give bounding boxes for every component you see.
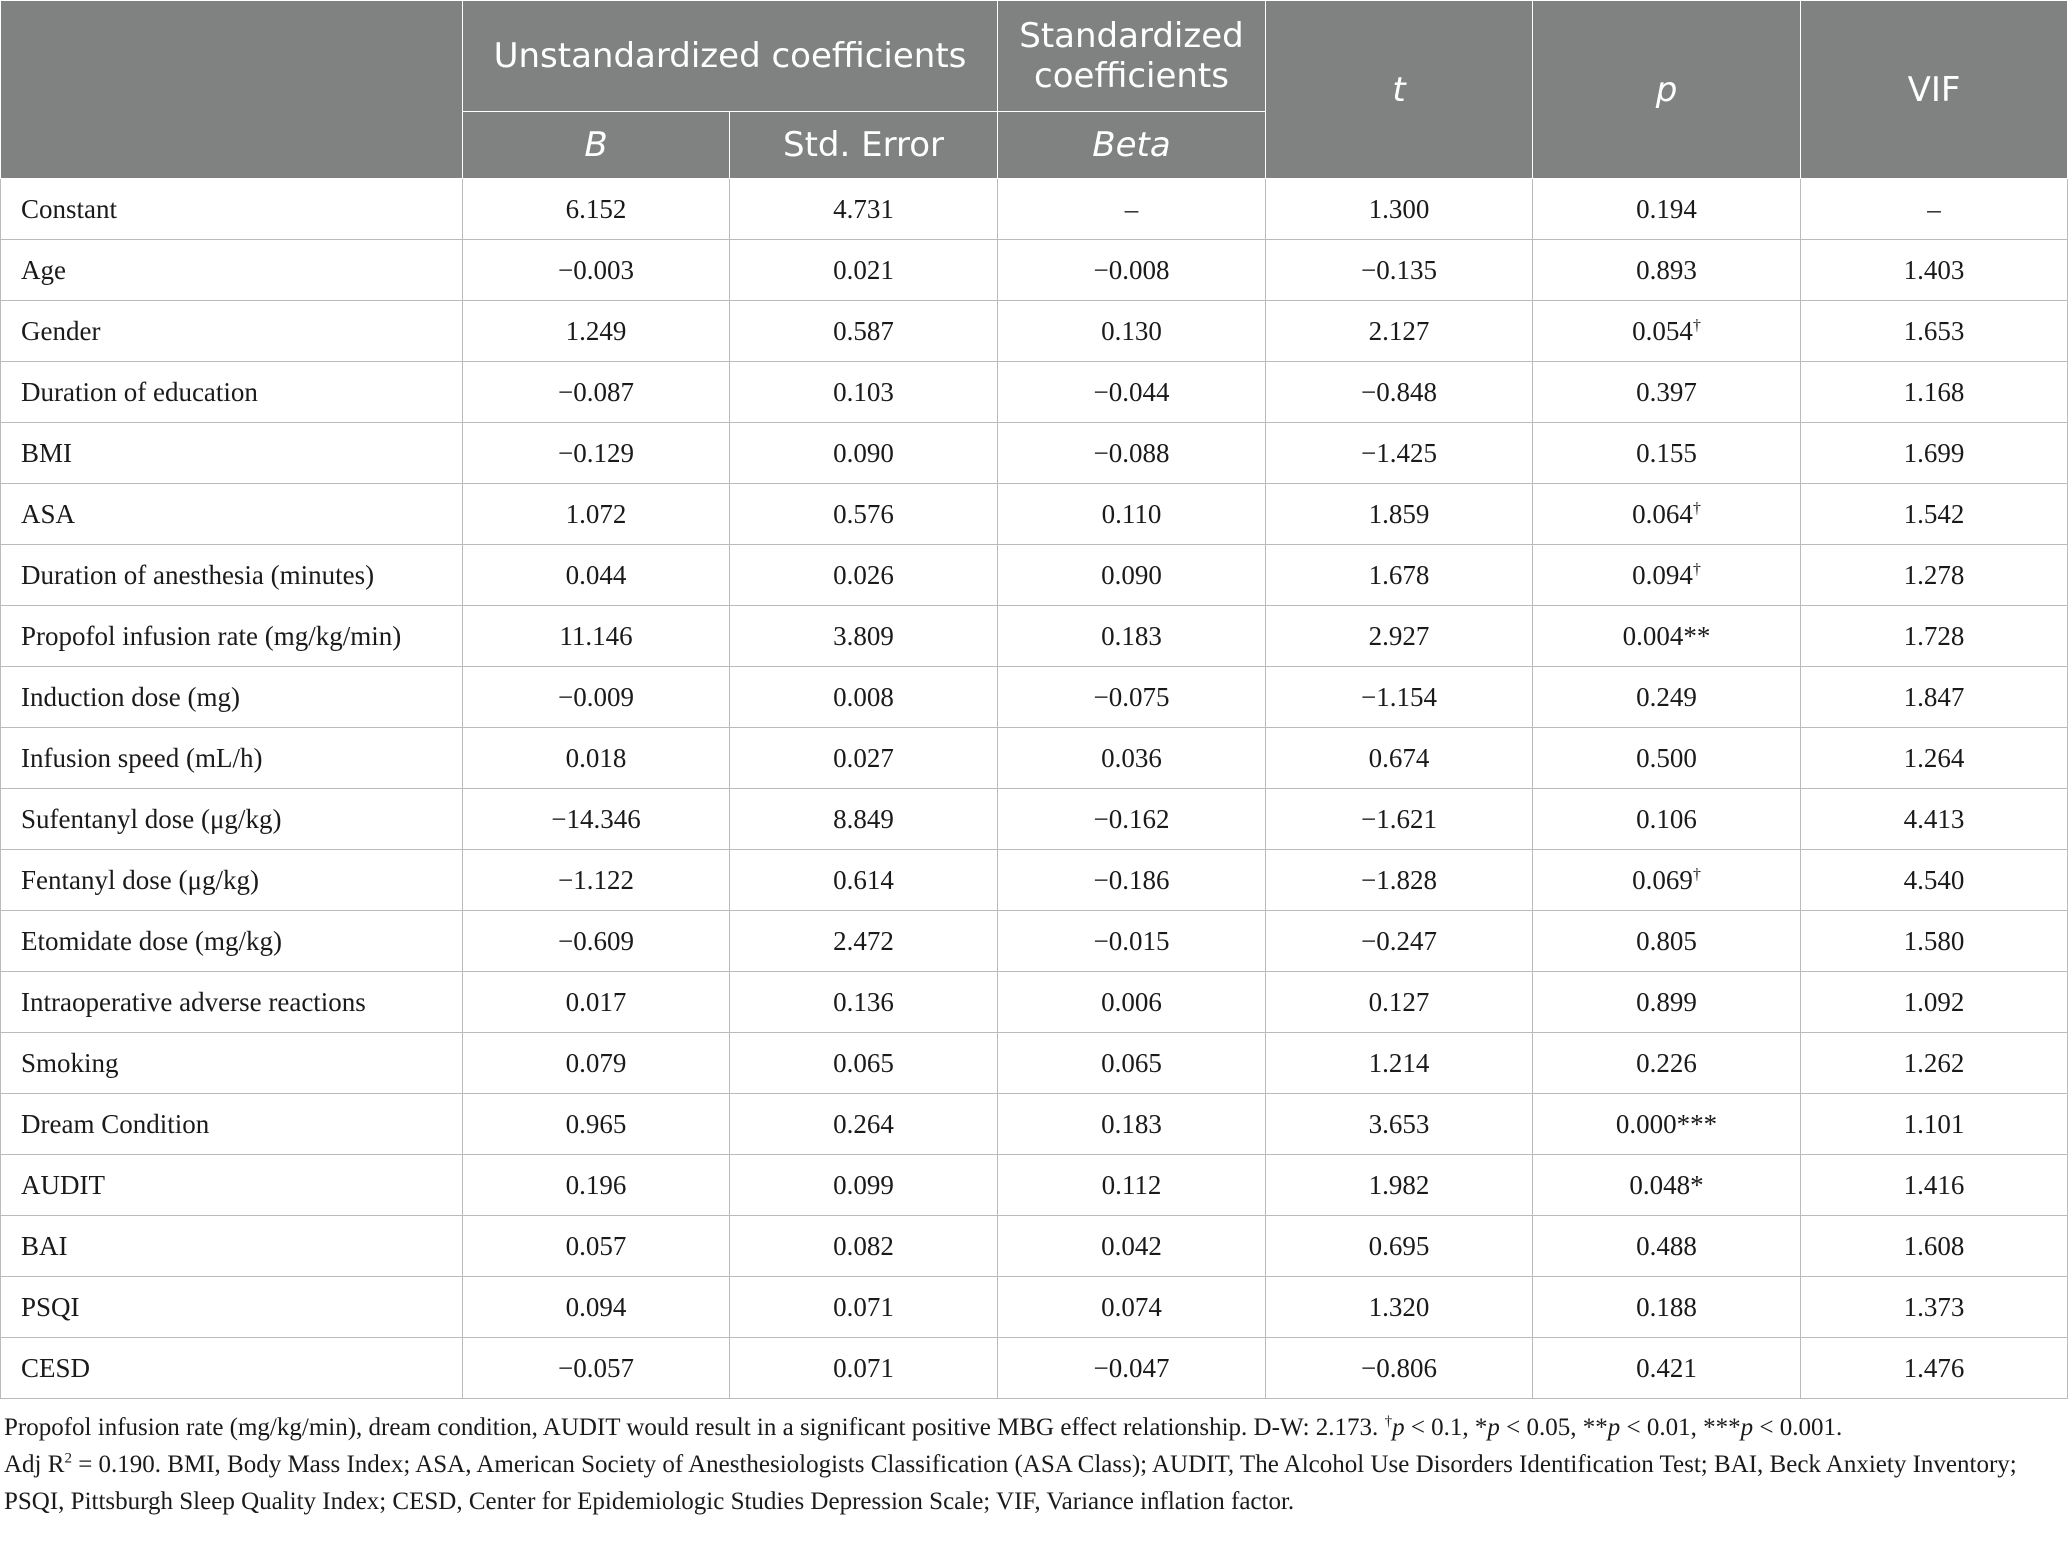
t-value: −0.135	[1266, 240, 1533, 301]
beta-value: 0.042	[998, 1216, 1266, 1277]
std-error-value: 4.731	[730, 179, 998, 240]
table-row	[1, 972, 2068, 1033]
header-standardized: Standardized coefficients	[998, 1, 1266, 112]
beta-value: −0.047	[998, 1338, 1266, 1399]
table-row	[1, 1155, 2068, 1216]
p-value-text: 0.421	[1636, 1352, 1697, 1383]
std-error-value: 3.809	[730, 606, 998, 667]
table-row	[1, 789, 2068, 850]
t-value: 1.678	[1266, 545, 1533, 606]
table-body	[1, 179, 2068, 1399]
vif-value: 4.540	[1801, 850, 2068, 911]
table-row	[1, 484, 2068, 545]
table-row	[1, 423, 2068, 484]
beta-value: −0.044	[998, 362, 1266, 423]
vif-value: 1.476	[1801, 1338, 2068, 1399]
table-row	[1, 1277, 2068, 1338]
t-value: 1.320	[1266, 1277, 1533, 1338]
table-row	[1, 728, 2068, 789]
b-value: −1.122	[463, 850, 730, 911]
std-error-value: 2.472	[730, 911, 998, 972]
std-error-value: 0.576	[730, 484, 998, 545]
p-value-text: 0.106	[1636, 803, 1697, 834]
vif-value: 1.608	[1801, 1216, 2068, 1277]
t-value: 1.982	[1266, 1155, 1533, 1216]
b-value: −14.346	[463, 789, 730, 850]
p-value-text: 0.048*	[1629, 1169, 1704, 1200]
p-value-text: 0.054	[1632, 315, 1693, 346]
p-value	[1533, 1155, 1801, 1216]
std-error-value: 0.264	[730, 1094, 998, 1155]
p-value	[1533, 1338, 1801, 1399]
p-value	[1533, 1216, 1801, 1277]
variable-label: Age	[1, 240, 463, 301]
header-empty-cell	[1, 1, 463, 179]
p-value-text: 0.899	[1636, 986, 1697, 1017]
p-value-text: 0.155	[1636, 437, 1697, 468]
b-value: −0.003	[463, 240, 730, 301]
table-row	[1, 1338, 2068, 1399]
table-footnote	[0, 1409, 2044, 1520]
b-value: 0.057	[463, 1216, 730, 1277]
std-error-value: 0.587	[730, 301, 998, 362]
p-value	[1533, 362, 1801, 423]
p-value	[1533, 240, 1801, 301]
variable-label: Etomidate dose (mg/kg)	[1, 911, 463, 972]
vif-value: 1.580	[1801, 911, 2068, 972]
beta-value: 0.110	[998, 484, 1266, 545]
std-error-value: 0.027	[730, 728, 998, 789]
p-value	[1533, 789, 1801, 850]
b-value: 0.018	[463, 728, 730, 789]
beta-value: −0.162	[998, 789, 1266, 850]
t-value: −1.425	[1266, 423, 1533, 484]
p-value	[1533, 484, 1801, 545]
beta-value: 0.074	[998, 1277, 1266, 1338]
p-value	[1533, 850, 1801, 911]
t-value: 2.127	[1266, 301, 1533, 362]
vif-value: 1.278	[1801, 545, 2068, 606]
variable-label: Constant	[1, 179, 463, 240]
b-value: −0.057	[463, 1338, 730, 1399]
vif-value: 1.416	[1801, 1155, 2068, 1216]
beta-value: −0.186	[998, 850, 1266, 911]
b-value: 11.146	[463, 606, 730, 667]
beta-value: –	[998, 179, 1266, 240]
p-value	[1533, 1277, 1801, 1338]
variable-label: Duration of anesthesia (minutes)	[1, 545, 463, 606]
variable-label: BAI	[1, 1216, 463, 1277]
variable-label: Sufentanyl dose (μg/kg)	[1, 789, 463, 850]
vif-value: 1.092	[1801, 972, 2068, 1033]
t-value: −1.154	[1266, 667, 1533, 728]
variable-label: Intraoperative adverse reactions	[1, 972, 463, 1033]
t-value: 1.300	[1266, 179, 1533, 240]
vif-value: –	[1801, 179, 2068, 240]
std-error-value: 0.026	[730, 545, 998, 606]
vif-value: 1.403	[1801, 240, 2068, 301]
t-value: −0.848	[1266, 362, 1533, 423]
p-value-text: 0.094	[1632, 559, 1693, 590]
p-value	[1533, 606, 1801, 667]
p-value-marker: †	[1692, 559, 1701, 578]
table-row	[1, 240, 2068, 301]
b-value: −0.087	[463, 362, 730, 423]
vif-value: 1.728	[1801, 606, 2068, 667]
t-value: 0.695	[1266, 1216, 1533, 1277]
header-b: B	[463, 112, 730, 179]
vif-value: 1.373	[1801, 1277, 2068, 1338]
header-beta: Beta	[998, 112, 1266, 179]
b-value: 0.196	[463, 1155, 730, 1216]
variable-label: CESD	[1, 1338, 463, 1399]
std-error-value: 0.021	[730, 240, 998, 301]
b-value: 0.965	[463, 1094, 730, 1155]
table-header	[1, 1, 2068, 179]
p-value	[1533, 423, 1801, 484]
variable-label: Duration of education	[1, 362, 463, 423]
beta-value: 0.036	[998, 728, 1266, 789]
p-value-text: 0.500	[1636, 742, 1697, 773]
vif-value: 1.542	[1801, 484, 2068, 545]
table-row	[1, 606, 2068, 667]
beta-value: −0.015	[998, 911, 1266, 972]
variable-label: AUDIT	[1, 1155, 463, 1216]
p-value	[1533, 911, 1801, 972]
vif-value: 1.262	[1801, 1033, 2068, 1094]
b-value: 0.044	[463, 545, 730, 606]
vif-value: 1.653	[1801, 301, 2068, 362]
variable-label: Fentanyl dose (μg/kg)	[1, 850, 463, 911]
p-value	[1533, 1094, 1801, 1155]
variable-label: Gender	[1, 301, 463, 362]
table-row	[1, 1094, 2068, 1155]
t-value: 0.127	[1266, 972, 1533, 1033]
vif-value: 1.847	[1801, 667, 2068, 728]
p-value-text: 0.397	[1636, 376, 1697, 407]
std-error-value: 0.082	[730, 1216, 998, 1277]
p-value	[1533, 1033, 1801, 1094]
b-value: −0.609	[463, 911, 730, 972]
beta-value: −0.075	[998, 667, 1266, 728]
b-value: −0.129	[463, 423, 730, 484]
header-unstandardized: Unstandardized coefficients	[463, 1, 998, 112]
b-value: 0.079	[463, 1033, 730, 1094]
std-error-value: 0.071	[730, 1277, 998, 1338]
t-value: 1.859	[1266, 484, 1533, 545]
std-error-value: 0.071	[730, 1338, 998, 1399]
footnote-line-1: Propofol infusion rate (mg/kg/min), dream condition, AUDIT would result in a significant positive MBG effect relationship. D-W: 2.173. †p < 0.1, *p < 0.05, **p < 0.01, ***p < 0.001.	[4, 1413, 1843, 1441]
p-value-text: 0.069	[1632, 864, 1693, 895]
b-value: 1.072	[463, 484, 730, 545]
std-error-value: 0.103	[730, 362, 998, 423]
std-error-value: 0.090	[730, 423, 998, 484]
t-value: −0.806	[1266, 1338, 1533, 1399]
variable-label: Induction dose (mg)	[1, 667, 463, 728]
t-value: −0.247	[1266, 911, 1533, 972]
table-row	[1, 1033, 2068, 1094]
vif-value: 1.168	[1801, 362, 2068, 423]
t-value: 2.927	[1266, 606, 1533, 667]
vif-value: 1.101	[1801, 1094, 2068, 1155]
p-value-marker: †	[1692, 864, 1701, 883]
t-value: −1.828	[1266, 850, 1533, 911]
b-value: 1.249	[463, 301, 730, 362]
table-row	[1, 667, 2068, 728]
p-value-text: 0.805	[1636, 925, 1697, 956]
std-error-value: 0.136	[730, 972, 998, 1033]
t-value: 3.653	[1266, 1094, 1533, 1155]
table-row	[1, 1216, 2068, 1277]
p-value-text: 0.064	[1632, 498, 1693, 529]
variable-label: Smoking	[1, 1033, 463, 1094]
beta-value: 0.130	[998, 301, 1266, 362]
p-value	[1533, 545, 1801, 606]
table-row	[1, 301, 2068, 362]
variable-label: Infusion speed (mL/h)	[1, 728, 463, 789]
variable-label: ASA	[1, 484, 463, 545]
p-value-text: 0.249	[1636, 681, 1697, 712]
b-value: 6.152	[463, 179, 730, 240]
beta-value: 0.112	[998, 1155, 1266, 1216]
std-error-value: 0.008	[730, 667, 998, 728]
p-value-text: 0.194	[1636, 193, 1697, 224]
p-value-text: 0.488	[1636, 1230, 1697, 1261]
table-row	[1, 850, 2068, 911]
vif-value: 1.264	[1801, 728, 2068, 789]
p-value-text: 0.893	[1636, 254, 1697, 285]
variable-label: BMI	[1, 423, 463, 484]
footnote-line-2: Adj $R^2 = 0.190$. BMI, Body Mass Index; ASA, American Society of Anesthesiologists Classification (ASA Class); AUDIT, The Alcohol Use Disorders Identification Test; BAI, Beck Anxiety Inventory; PSQI, Pittsburgh Sleep Quality Index; CESD, Center for Epidemiologic Studies Depression Scale; VIF, Variance inflation factor.	[4, 1450, 2017, 1515]
header-t: t	[1266, 1, 1533, 179]
beta-value: −0.088	[998, 423, 1266, 484]
header-std-error: Std. Error	[730, 112, 998, 179]
table-row	[1, 362, 2068, 423]
p-value	[1533, 667, 1801, 728]
beta-value: 0.065	[998, 1033, 1266, 1094]
table-row	[1, 911, 2068, 972]
p-value-marker: †	[1692, 315, 1701, 334]
p-value-text: 0.188	[1636, 1291, 1697, 1322]
p-value	[1533, 179, 1801, 240]
std-error-value: 8.849	[730, 789, 998, 850]
p-value-marker: †	[1692, 498, 1701, 517]
p-value	[1533, 728, 1801, 789]
p-value	[1533, 301, 1801, 362]
b-value: −0.009	[463, 667, 730, 728]
beta-value: 0.183	[998, 1094, 1266, 1155]
vif-value: 4.413	[1801, 789, 2068, 850]
std-error-value: 0.065	[730, 1033, 998, 1094]
p-value-text: 0.004**	[1622, 620, 1711, 651]
std-error-value: 0.099	[730, 1155, 998, 1216]
beta-value: 0.006	[998, 972, 1266, 1033]
t-value: −1.621	[1266, 789, 1533, 850]
b-value: 0.094	[463, 1277, 730, 1338]
p-value-text: 0.226	[1636, 1047, 1697, 1078]
table-row	[1, 179, 2068, 240]
vif-value: 1.699	[1801, 423, 2068, 484]
beta-value: 0.183	[998, 606, 1266, 667]
p-value-text: 0.000***	[1615, 1108, 1718, 1139]
std-error-value: 0.614	[730, 850, 998, 911]
variable-label: PSQI	[1, 1277, 463, 1338]
t-value: 1.214	[1266, 1033, 1533, 1094]
table-row	[1, 545, 2068, 606]
t-value: 0.674	[1266, 728, 1533, 789]
b-value: 0.017	[463, 972, 730, 1033]
variable-label: Propofol infusion rate (mg/kg/min)	[1, 606, 463, 667]
p-value	[1533, 972, 1801, 1033]
variable-label: Dream Condition	[1, 1094, 463, 1155]
header-vif: VIF	[1801, 1, 2068, 179]
header-p: p	[1533, 1, 1801, 179]
beta-value: 0.090	[998, 545, 1266, 606]
beta-value: −0.008	[998, 240, 1266, 301]
